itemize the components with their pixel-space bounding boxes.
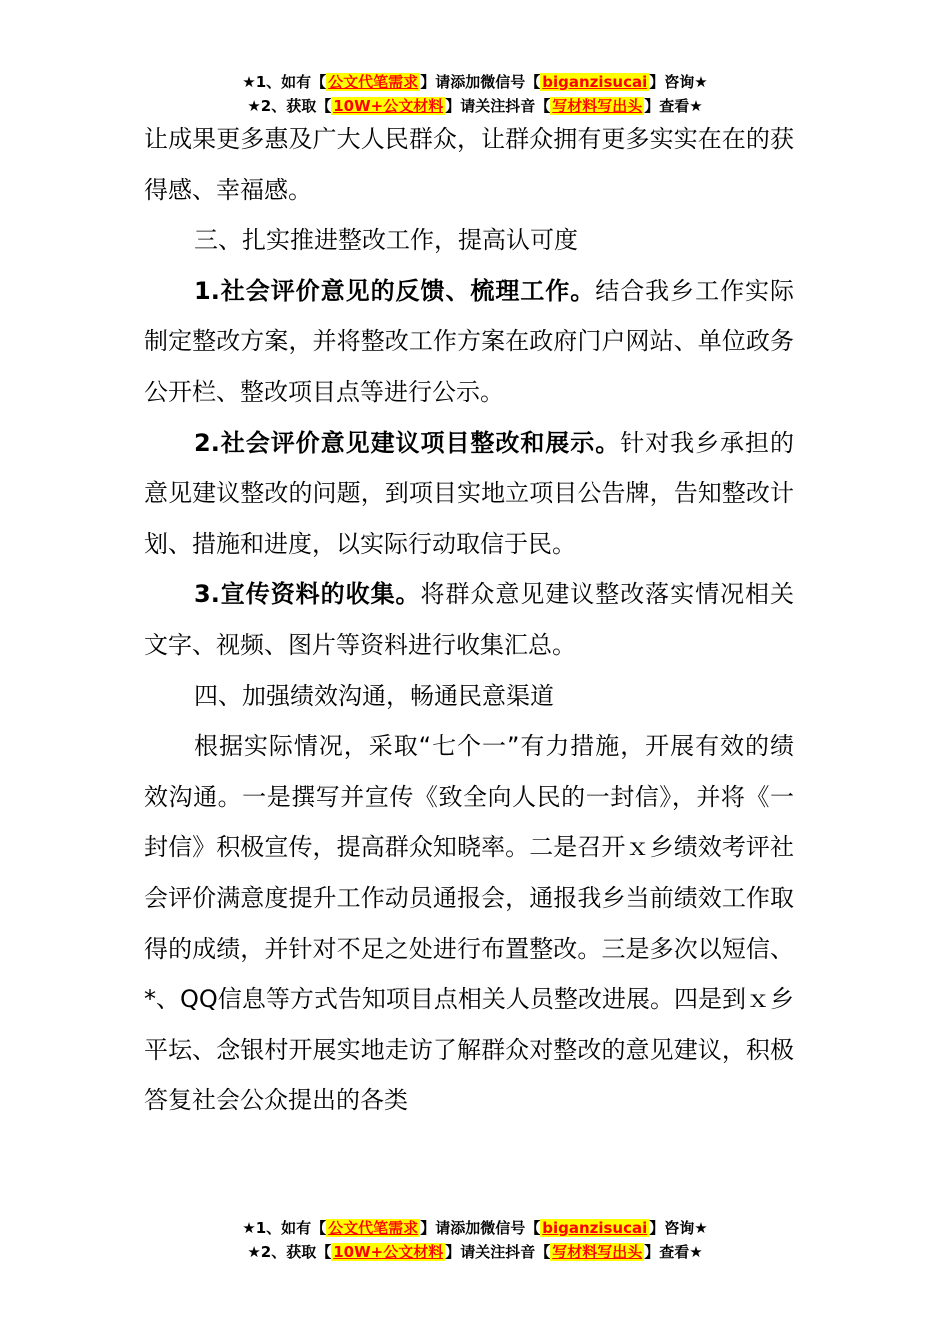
footer-banner [0,1216,950,1264]
banner-text: 】请添加微信号【 [420,73,541,91]
banner-highlight: 写材料写出头 [552,97,643,115]
paragraph: 让成果更多惠及广大人民群众，让群众拥有更多实实在在的获得感、幸福感。 [144,125,794,204]
section-heading: 三、扎实推进整改工作，提高认可度 [194,226,578,255]
banner-line-1 [0,70,950,94]
banner-text: 】请关注抖音【 [445,97,551,115]
banner-highlight: biganzisucai [542,73,648,91]
item-title: 1.社会评价意见的反馈、梳理工作。 [194,276,596,305]
banner-text: ★2、获取【 [247,1243,332,1261]
banner-text: ★1、如有【 [242,1219,327,1237]
banner-text: 】请关注抖音【 [445,1243,551,1261]
banner-highlight: 10W+公文材料 [333,97,444,115]
banner-highlight: 10W+公文材料 [333,1243,444,1261]
banner-line-1 [0,1216,950,1240]
banner-text: 】查看★ [644,1243,703,1261]
banner-highlight: biganzisucai [542,1219,648,1237]
section-heading: 四、加强绩效沟通，畅通民意渠道 [194,681,554,710]
item-title: 3.宣传资料的收集。 [194,580,421,609]
item-body: 结合我乡工作实际制定整改方案，并将整改工作方案在政府门户网站、单位政务公开栏、整改项目点等进行公示。 [144,276,794,406]
header-banner [0,70,950,118]
item-title: 2.社会评价意见建议项目整改和展示。 [194,428,621,457]
list-item [144,569,794,670]
banner-highlight: 公文代笔需求 [328,1219,419,1237]
banner-text: ★1、如有【 [242,73,327,91]
list-item [144,418,794,570]
banner-text: ★2、获取【 [247,97,332,115]
banner-line-2 [0,1240,950,1264]
banner-text: 】咨询★ [649,73,708,91]
banner-highlight: 写材料写出头 [552,1243,643,1261]
paragraph: 根据实际情况，采取“七个一”有力措施，开展有效的绩效沟通。一是撰写并宣传《致全向人民的一封信》，并将《一封信》积极宣传，提高群众知晓率。二是召开ｘ乡绩效考评社会评价满意度提升工作动员通报会，通报我乡当前绩效工作取得的成绩，并针对不足之处进行布置整改。三是多次以短信、*、QQ信息等方式告知项目点相关人员整改进展。四是到ｘ乡平坛、念银村开展实地走访了解群众对整改的意见建议，积极答复社会公众提出的各类 [144,732,794,1115]
item-body: 将群众意见建议整改落实情况相关文字、视频、图片等资料进行收集汇总。 [144,580,794,659]
document-body [144,114,794,1126]
list-item [144,266,794,418]
banner-text: 】咨询★ [649,1219,708,1237]
banner-text: 】请添加微信号【 [420,1219,541,1237]
banner-highlight: 公文代笔需求 [328,73,419,91]
item-body: 针对我乡承担的意见建议整改的问题，到项目实地立项目公告牌，告知整改计划、措施和进度，以实际行动取信于民。 [144,428,794,558]
banner-text: 】查看★ [644,97,703,115]
